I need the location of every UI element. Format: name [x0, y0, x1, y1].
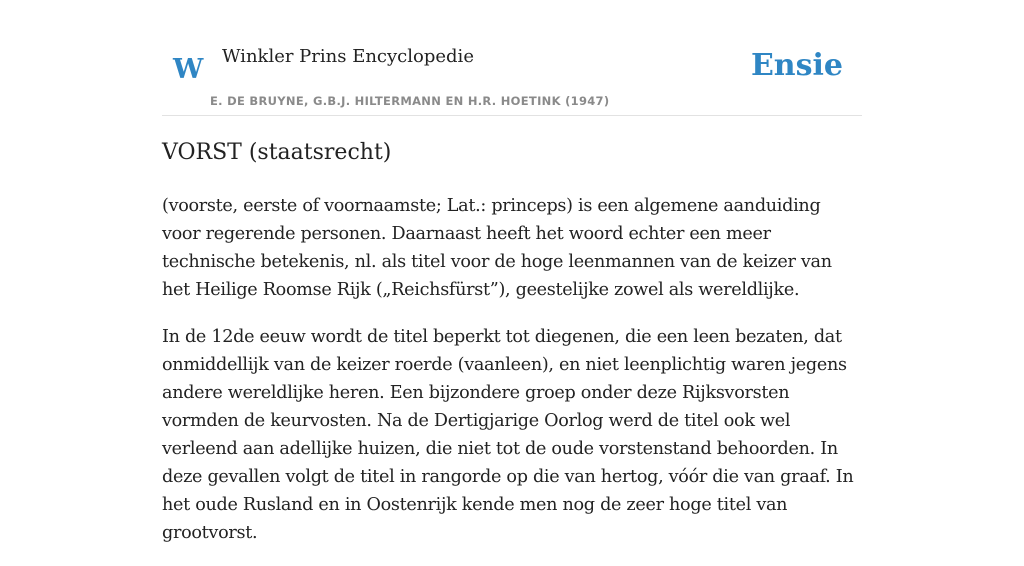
- article-body: [162, 192, 862, 566]
- winkler-prins-logo[interactable]: W: [173, 54, 204, 85]
- article-paragraph: In de 12de eeuw wordt de titel beperkt tot diegenen, die een leen bezaten, dat onmiddellijk van de keizer roerde (vaanleen), en niet leenplichtig waren jegens andere wereldlijke heren. Een bijzondere groep onder deze Rijksvorsten vormden de keurvosten. Na de Dertigjarige Oorlog werd de titel ook wel verleend aan adellijke huizen, die niet tot de oude vorstenstand behoorden. In deze gevallen volgt de titel in rangorde op die van hertog, vóór die van graaf. In het oude Rusland en in Oostenrijk kende men nog de zeer hoge titel van grootvorst.: [162, 327, 854, 543]
- site-header: [162, 40, 862, 116]
- ensie-logo[interactable]: Ensie: [750, 48, 843, 83]
- encyclopedia-title[interactable]: Winkler Prins Encyclopedie: [222, 46, 474, 67]
- article-paragraph: (voorste, eerste of voornaamste; Lat.: princeps) is een algemene aanduiding voor regerende personen. Daarnaast heeft het woord echter een meer technische betekenis, nl. als titel voor de hoge leenmannen van de keizer van het Heilige Roomse Rijk („Reichsfürst”), geestelijke zowel als wereldlijke.: [162, 196, 832, 300]
- article-title: VORST (staatsrecht): [162, 140, 392, 165]
- authors-line: E. DE BRUYNE, G.B.J. HILTERMANN EN H.R. HOETINK (1947): [210, 94, 610, 108]
